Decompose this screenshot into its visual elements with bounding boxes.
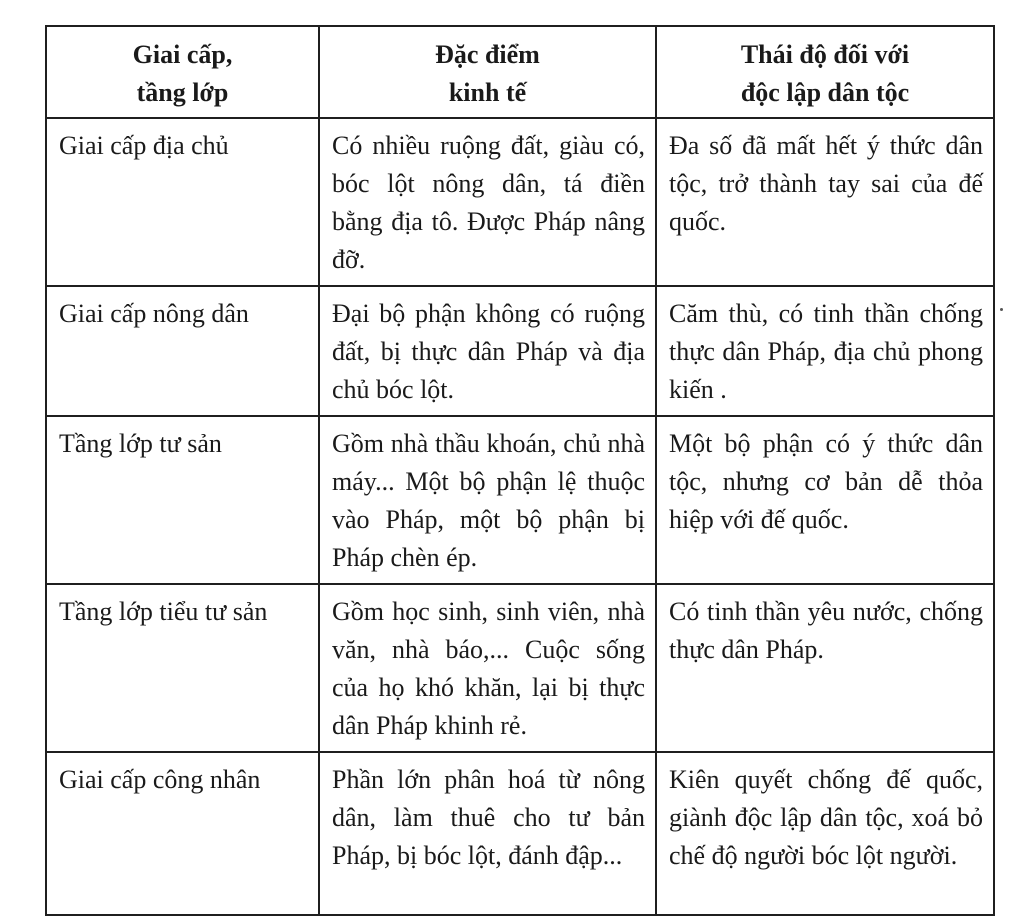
- attitude-cell: Căm thù, có tinh thần chống thực dân Pháp, địa chủ phong kiến .: [656, 286, 994, 416]
- header-class-line1: Giai cấp,: [132, 40, 233, 69]
- header-economy-line1: Đặc điểm: [435, 40, 540, 69]
- table-row: [46, 118, 994, 286]
- header-attitude: [656, 26, 994, 118]
- class-cell: Tầng lớp tiểu tư sản: [46, 584, 319, 752]
- header-economy: [319, 26, 656, 118]
- attitude-cell: Có tinh thần yêu nước, chống thực dân Pháp.: [656, 584, 994, 752]
- economy-cell: Phần lớn phân hoá từ nông dân, làm thuê cho tư bản Pháp, bị bóc lột, đánh đập...: [319, 752, 656, 915]
- table-row: [46, 584, 994, 752]
- header-class: [46, 26, 319, 118]
- header-row: [46, 26, 994, 118]
- header-attitude-line2: độc lập dân tộc: [740, 78, 910, 107]
- attitude-cell: Đa số đã mất hết ý thức dân tộc, trở thành tay sai của đế quốc.: [656, 118, 994, 286]
- social-classes-table: [45, 25, 995, 916]
- attitude-cell: Một bộ phận có ý thức dân tộc, nhưng cơ bản dễ thỏa hiệp với đế quốc.: [656, 416, 994, 584]
- table-row: [46, 416, 994, 584]
- economy-cell: Có nhiều ruộng đất, giàu có, bóc lột nông dân, tá điền bằng địa tô. Được Pháp nâng đỡ.: [319, 118, 656, 286]
- economy-cell: Đại bộ phận không có ruộng đất, bị thực dân Pháp và địa chủ bóc lột.: [319, 286, 656, 416]
- class-cell: Giai cấp nông dân: [46, 286, 319, 416]
- class-cell: Giai cấp địa chủ: [46, 118, 319, 286]
- attitude-cell: Kiên quyết chống đế quốc, giành độc lập dân tộc, xoá bỏ chế độ người bóc lột người.: [656, 752, 994, 915]
- class-cell: Tầng lớp tư sản: [46, 416, 319, 584]
- header-attitude-line1: Thái độ đối với: [740, 40, 910, 69]
- table-row: [46, 286, 994, 416]
- stray-dot-mark: [1000, 308, 1003, 311]
- header-economy-line2: kinh tế: [448, 78, 527, 107]
- economy-cell: Gồm nhà thầu khoán, chủ nhà máy... Một bộ phận lệ thuộc vào Pháp, một bộ phận bị Pháp chèn ép.: [319, 416, 656, 584]
- economy-cell: Gồm học sinh, sinh viên, nhà văn, nhà báo,... Cuộc sống của họ khó khăn, lại bị thực dân Pháp khinh rẻ.: [319, 584, 656, 752]
- header-class-line2: tầng lớp: [136, 78, 229, 107]
- table-row: [46, 752, 994, 915]
- class-cell: Giai cấp công nhân: [46, 752, 319, 915]
